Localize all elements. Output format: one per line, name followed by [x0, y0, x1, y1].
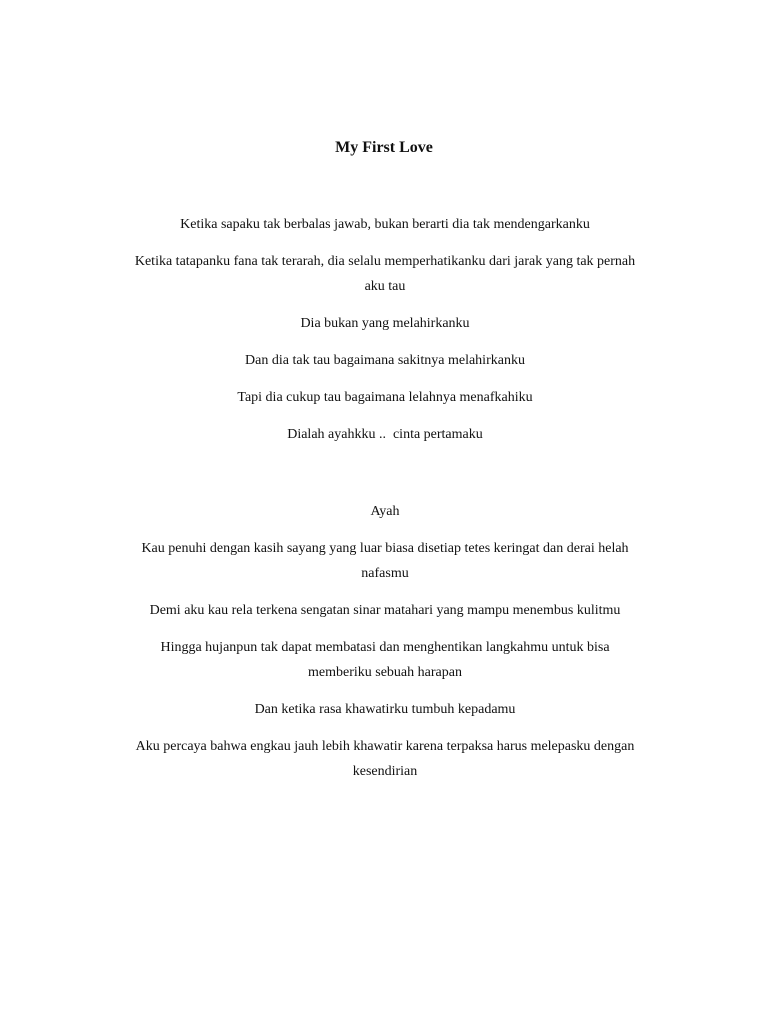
poem-line: Ketika sapaku tak berbalas jawab, bukan berarti dia tak mendengarkanku: [180, 217, 590, 232]
stanza-two: [130, 499, 640, 784]
poem-line: Dia bukan yang melahirkanku: [300, 316, 470, 331]
poem-line: Dan dia tak tau bagaimana sakitnya melahirkanku: [245, 353, 525, 368]
poem-line: Dan ketika rasa khawatirku tumbuh kepadamu: [254, 702, 516, 717]
poem-line: Ayah: [370, 504, 400, 519]
poem-line: Dialah ayahkku .. cinta pertamaku: [287, 427, 483, 442]
stanza-one: [130, 212, 640, 447]
poem-line: Demi aku kau rela terkena sengatan sinar matahari yang mampu menembus kulitmu: [149, 603, 621, 618]
poem-title: My First Love: [335, 139, 433, 156]
poem-line: Tapi dia cukup tau bagaimana lelahnya menafkahiku: [237, 390, 533, 405]
poem-line: Aku percaya bahwa engkau jauh lebih khawatir karena terpaksa harus melepasku dengan kesendirian: [135, 739, 638, 779]
poem-line: Ketika tatapanku fana tak terarah, dia selalu memperhatikanku dari jarak yang tak pernah aku tau: [134, 254, 639, 294]
poem-line: Kau penuhi dengan kasih sayang yang luar biasa disetiap tetes keringat dan derai helah nafasmu: [141, 541, 633, 581]
poem-line: Hingga hujanpun tak dapat membatasi dan menghentikan langkahmu untuk bisa memberiku sebuah harapan: [160, 640, 614, 680]
